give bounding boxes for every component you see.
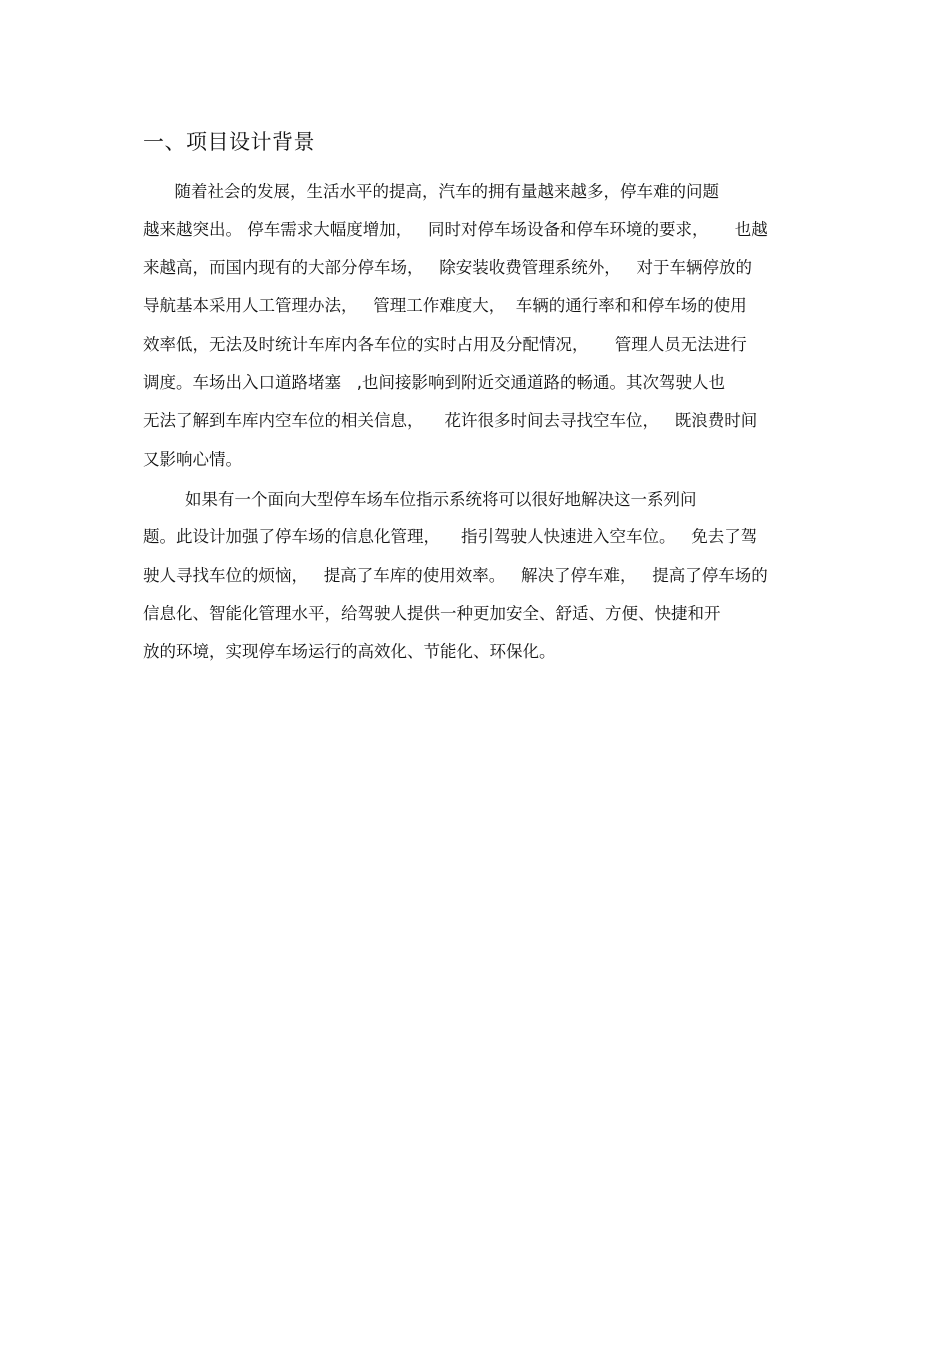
section-title: 一、项目设计背景	[143, 130, 315, 154]
paragraph-line: 效率低，无法及时统计车库内各车位的实时占用及分配情况， 管理人员无法进行	[143, 335, 747, 354]
paragraph-line: 调度。车场出入口道路堵塞 ,也间接影响到附近交通道路的畅通。其次驾驶人也	[143, 373, 725, 392]
paragraph-line: 随着社会的发展，生活水平的提高，汽车的拥有量越来越多，停车难的问题	[143, 182, 719, 201]
paragraph-line: 驶人寻找车位的烦恼， 提高了车库的使用效率。 解决了停车难， 提高了停车场的	[143, 566, 768, 585]
paragraph-line: 信息化、智能化管理水平，给驾驶人提供一种更加安全、舒适、方便、快捷和开	[143, 604, 721, 623]
paragraph-line: 如果有一个面向大型停车场车位指示系统将可以很好地解决这一系列问	[143, 490, 697, 509]
paragraph-line: 越来越突出。 停车需求大幅度增加， 同时对停车场设备和停车环境的要求， 也越	[143, 220, 768, 239]
paragraph-line: 又影响心情。	[143, 450, 242, 469]
paragraph-line: 题。此设计加强了停车场的信息化管理， 指引驾驶人快速进入空车位。 免去了驾	[143, 527, 758, 546]
paragraph-line: 无法了解到车库内空车位的相关信息， 花许很多时间去寻找空车位， 既浪费时间	[143, 411, 758, 430]
paragraph-line: 导航基本采用人工管理办法， 管理工作难度大， 车辆的通行率和和停车场的使用	[143, 296, 747, 315]
paragraph-line: 放的环境，实现停车场运行的高效化、节能化、环保化。	[143, 642, 556, 661]
paragraph-line: 来越高，而国内现有的大部分停车场， 除安装收费管理系统外， 对于车辆停放的	[143, 258, 752, 277]
